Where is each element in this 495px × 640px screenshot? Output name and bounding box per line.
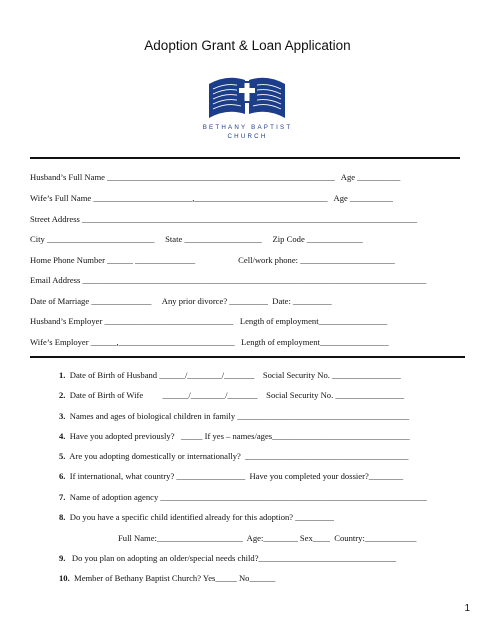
marriage-field[interactable]: Date of Marriage ______________ Any prior divorce? _________ Date: _________ [30,296,332,306]
page-number: 1 [464,603,470,614]
city-state-zip-field[interactable]: City _________________________ State __________________ Zip Code _____________ [30,234,363,244]
question-7[interactable] [59,492,427,503]
phone-field[interactable]: Home Phone Number ______ ______________ Cell/work phone: ______________________ [30,255,395,265]
question-number: 2. [59,390,66,400]
child-details-field[interactable] [118,533,416,544]
question-text: Member of Bethany Baptist Church? Yes_____ No______ [74,573,276,583]
wife-employer-field[interactable]: Wife’s Employer ______,___________________________ Length of employment________________ [30,337,389,347]
question-number: 1. [59,370,66,380]
middle-divider [30,356,465,358]
question-6[interactable] [59,471,403,482]
question-text: Have you adopted previously? _____ If yes – names/ages________________________________ [69,431,410,441]
question-text: If international, what country? ________________ Have you completed your dossier?________ [69,471,404,481]
question-number: 3. [59,411,66,421]
question-4[interactable] [59,431,410,442]
question-number: 6. [59,471,66,481]
question-number: 7. [59,492,66,502]
street-address-field[interactable]: Street Address ______________________________________________________________________________ [30,214,418,224]
church-name: BETHANY BAPTIST [202,124,293,131]
question-2[interactable] [59,390,404,401]
question-1[interactable] [59,370,401,381]
question-5[interactable] [59,451,408,462]
question-number: 8. [59,512,66,522]
question-text: Do you have a specific child identified already for this adoption? _________ [69,512,334,522]
question-9[interactable] [59,553,396,564]
question-text: Names and ages of biological children in family ________________________________________ [69,411,410,421]
question-text: Do you plan on adopting an older/special needs child?________________________________ [69,553,397,563]
husband-employer-field[interactable]: Husband’s Employer ______________________________ Length of employment________________ [30,316,388,326]
email-field[interactable]: Email Address ________________________________________________________________________________ [30,275,427,285]
form-title: Adoption Grant & Loan Application [144,38,351,53]
question-number: 9. [59,553,66,563]
question-number: 10. [59,573,70,583]
church-name-line2: CHURCH [227,133,268,140]
question-number: 5. [59,451,66,461]
question-3[interactable] [59,411,409,422]
church-logo-icon [207,70,287,122]
husband-name-field[interactable]: Husband’s Full Name _____________________________________________________ Age __________ [30,172,401,182]
question-8[interactable] [59,512,334,523]
question-text: Date of Birth of Husband ______/________/_______ Social Security No. ________________ [69,370,401,380]
wife-name-field[interactable]: Wife’s Full Name _______________________,_______________________________ Age __________ [30,193,393,203]
question-text: Name of adoption agency ______________________________________________________________ [69,492,427,502]
question-number: 4. [59,431,66,441]
question-text: Are you adopting domestically or internationally? ______________________________________ [69,451,409,461]
question-text: Date of Birth of Wife ______/________/_______ Social Security No. ________________ [69,390,405,400]
question-10[interactable] [59,573,275,584]
top-divider [30,157,460,159]
question-text: Full Name:____________________ Age:________ Sex____ Country:____________ [118,533,417,543]
